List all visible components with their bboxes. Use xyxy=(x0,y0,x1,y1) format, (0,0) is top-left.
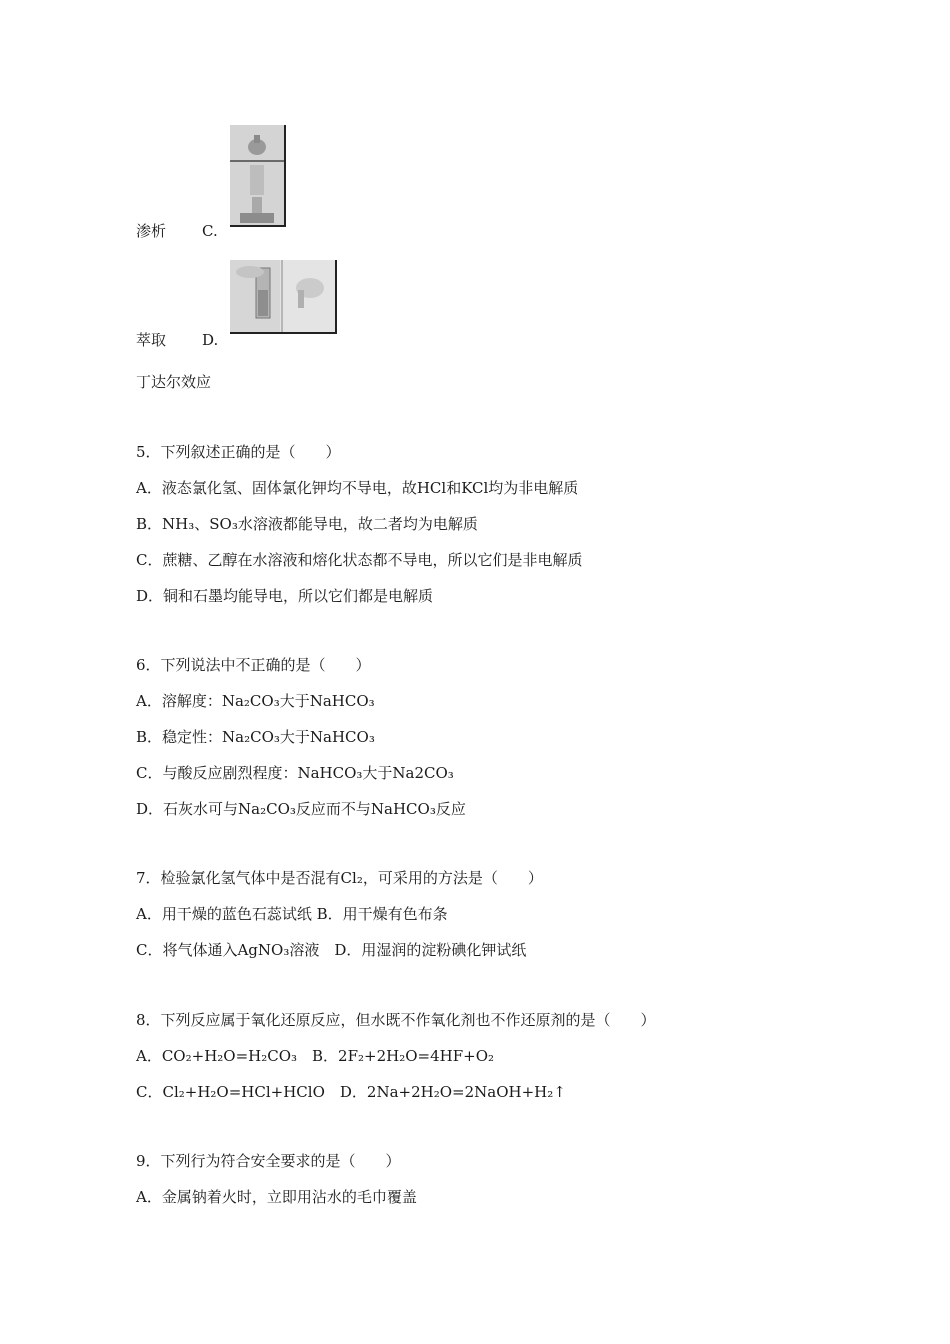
apparatus-photo-c xyxy=(230,125,286,227)
option-d-text: 丁达尔效应 xyxy=(136,373,212,391)
question-8-options-cd: C．Cl₂+H₂O=HCl+HClO D．2Na+2H₂O=2NaOH+H₂↑ xyxy=(136,1083,566,1101)
question-5-option-a: A．液态氯化氢、固体氯化钾均不导电，故HCl和KCl均为非电解质 xyxy=(136,479,579,497)
question-6-option-b: B．稳定性：Na₂CO₃大于NaHCO₃ xyxy=(136,728,375,746)
question-9-stem: 9．下列行为符合安全要求的是（ ） xyxy=(136,1152,401,1170)
question-8-options-ab: A．CO₂+H₂O=H₂CO₃ B．2F₂+2H₂O=4HF+O₂ xyxy=(136,1047,495,1065)
question-6-stem: 6．下列说法中不正确的是（ ） xyxy=(136,656,371,674)
question-5-option-b: B．NH₃、SO₃水溶液都能导电，故二者均为电解质 xyxy=(136,515,478,533)
tyndall-illustration xyxy=(230,260,335,332)
question-7-stem: 7．检验氯化氢气体中是否混有Cl₂，可采用的方法是（ ） xyxy=(136,869,543,887)
question-7-options-ab: A．用干燥的蓝色石蕊试纸 B．用干燥有色布条 xyxy=(136,905,448,923)
question-6-option-a: A．溶解度：Na₂CO₃大于NaHCO₃ xyxy=(136,692,375,710)
tyndall-photo-d xyxy=(230,260,337,334)
option-c-label: C. xyxy=(202,222,218,240)
question-5-option-d: D．铜和石墨均能导电，所以它们都是电解质 xyxy=(136,587,434,605)
option-b-text: 渗析 xyxy=(136,222,167,240)
question-6-option-c: C．与酸反应剧烈程度：NaHCO₃大于Na2CO₃ xyxy=(136,764,454,782)
question-9-option-a: A．金属钠着火时，立即用沾水的毛巾覆盖 xyxy=(136,1188,417,1206)
question-5-stem: 5．下列叙述正确的是（ ） xyxy=(136,443,341,461)
apparatus-c-illustration xyxy=(230,125,284,225)
question-8-stem: 8．下列反应属于氧化还原反应，但水既不作氧化剂也不作还原剂的是（ ） xyxy=(136,1011,656,1029)
option-c-text: 萃取 xyxy=(136,331,167,349)
question-7-options-cd: C．将气体通入AgNO₃溶液 D．用湿润的淀粉碘化钾试纸 xyxy=(136,941,527,959)
question-6-option-d: D．石灰水可与Na₂CO₃反应而不与NaHCO₃反应 xyxy=(136,800,466,818)
option-d-label: D. xyxy=(202,331,219,349)
question-5-option-c: C．蔗糖、乙醇在水溶液和熔化状态都不导电，所以它们是非电解质 xyxy=(136,551,583,569)
